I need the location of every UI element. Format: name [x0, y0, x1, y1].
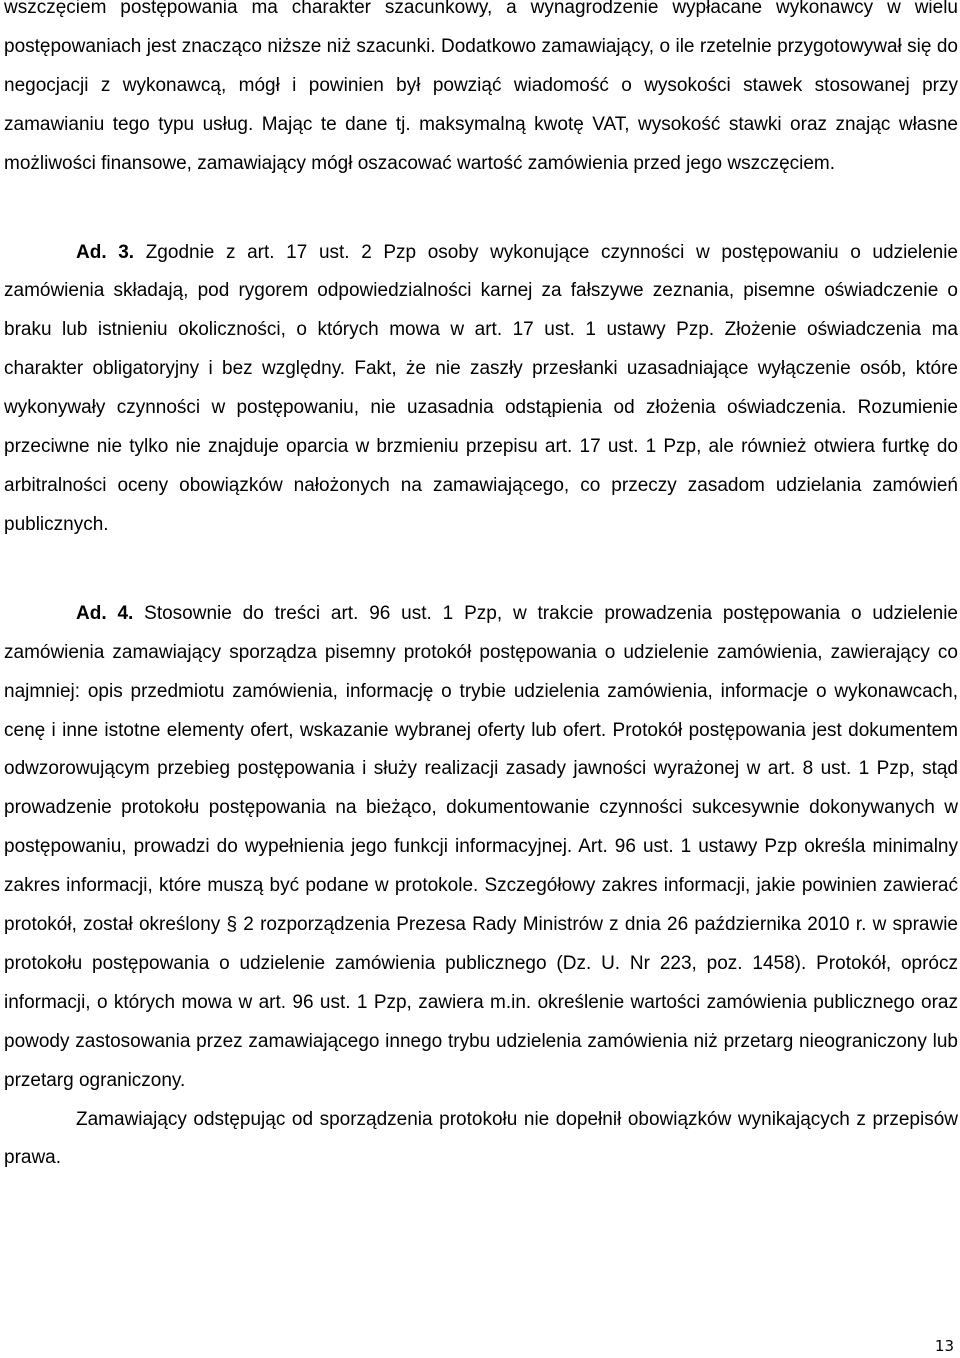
paragraph-conclusion: Zamawiający odstępując od sporządzenia protokołu nie dopełnił obowiązków wynikających z przepisów prawa.	[4, 1108, 958, 1169]
paragraph-continuation: wszczęciem postępowania ma charakter szacunkowy, a wynagrodzenie wypłacane wykonawcy w wielu postępowaniach jest znacząco niższe niż szacunki. Dodatkowo zamawiający, o ile rzetelnie przygotowywał się do negocjacji z wykonawcą, mógł i powinien był powziąć wiadomość o wysokości stawek stosowanej przy zamawianiu tego typu usług. Mając te dane tj. maksymalną kwotę VAT, wysokość stawki oraz znając własne możliwości finansowe, zamawiający mógł oszacować wartość zamówienia przed jego wszczęciem.	[4, 0, 958, 174]
paragraph-ad-4	[4, 595, 958, 1101]
paragraph-ad-3	[4, 234, 958, 545]
paragraph-ad-3-body: Zgodnie z art. 17 ust. 2 Pzp osoby wykonujące czynności w postępowaniu o udzielenie zamówienia składają, pod rygorem odpowiedzialności karnej za fałszywe zeznania, pisemne oświadczenie o braku lub istnieniu okoliczności, o których mowa w art. 17 ust. 1 ustawy Pzp. Złożenie oświadczenia ma charakter obligatoryjny i bez względny. Fakt, że nie zaszły przesłanki uzasadniające wyłączenie osób, które wykonywały czynności w postępowaniu, nie uzasadnia odstąpienia od złożenia oświadczenia. Rozumienie przeciwne nie tylko nie znajduje oparcia w brzmieniu przepisu art. 17 ust. 1 Pzp, ale również otwiera furtkę do arbitralności oceny obowiązków nałożonych na zamawiającego, co przeczy zasadom udzielania zamówień publicznych.	[4, 241, 958, 535]
page-number: 13	[934, 1337, 954, 1355]
document-page	[4, 0, 958, 1178]
paragraph-ad-4-body: Stosownie do treści art. 96 ust. 1 Pzp, w trakcie prowadzenia postępowania o udzielenie zamówienia zamawiający sporządza pisemny protokół postępowania o udzielenie zamówienia, zawierający co najmniej: opis przedmiotu zamówienia, informację o trybie udzielenia zamówienia, informacje o wykonawcach, cenę i inne istotne elementy ofert, wskazanie wybranej oferty lub ofert. Protokół postępowania jest dokumentem odwzorowującym przebieg postępowania i służy realizacji zasady jawności wyrażonej w art. 8 ust. 1 Pzp, stąd prowadzenie protokołu postępowania na bieżąco, dokumentowanie czynności sukcesywnie dokonywanych w postępowaniu, prowadzi do wypełnienia jego funkcji informacyjnej. Art. 96 ust. 1 ustawy Pzp określa minimalny zakres informacji, które muszą być podane w protokole. Szczegółowy zakres informacji, jakie powinien zawierać protokół, został określony § 2 rozporządzenia Prezesa Rady Ministrów z dnia 26 października 2010 r. w sprawie protokołu postępowania o udzielenie zamówienia publicznego (Dz. U. Nr 223, poz. 1458). Protokół, oprócz informacji, o których mowa w art. 96 ust. 1 Pzp, zawiera m.in. określenie wartości zamówienia publicznego oraz powody zastosowania przez zamawiającego innego trybu udzielenia zamówienia niż przetarg nieograniczony lub przetarg ograniczony.	[4, 602, 959, 1091]
paragraph-ad-3-heading: Ad. 3.	[76, 241, 135, 263]
paragraph-ad-4-heading: Ad. 4.	[76, 602, 134, 624]
